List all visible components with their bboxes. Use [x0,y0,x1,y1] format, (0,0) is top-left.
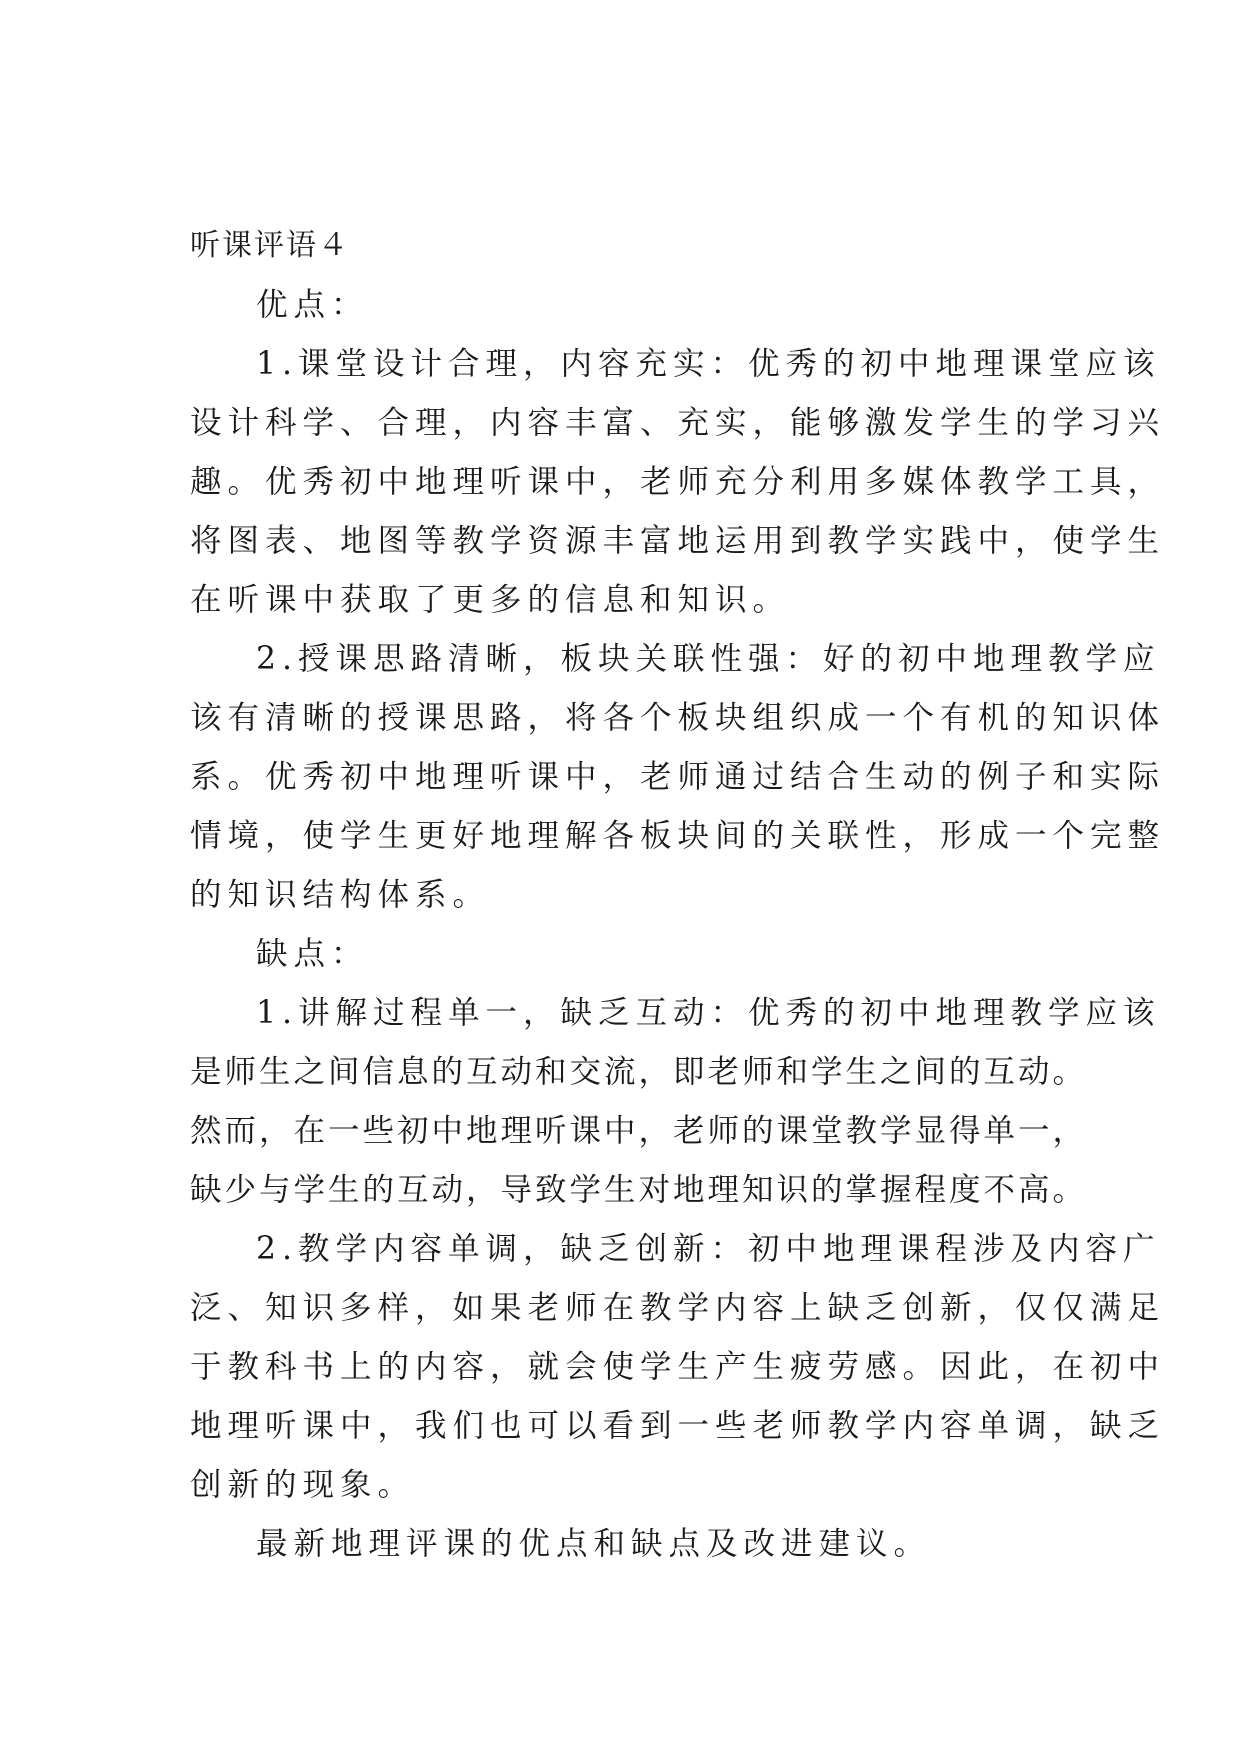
section-heading-disadvantages: 缺点： [256,936,369,972]
closing-line: 最新地理评课的优点和缺点及改进建议。 [256,1526,932,1562]
paragraph-line: 1.课堂设计合理，内容充实：优秀的初中地理课堂应该 [256,346,1161,382]
paragraph-line: 设计科学、合理，内容丰富、充实，能够激发学生的学习兴 [190,405,1166,441]
paragraph-line: 在听课中获取了更多的信息和知识。 [190,582,791,618]
paragraph-line: 于教科书上的内容，就会使学生产生疲劳感。因此，在初中 [190,1349,1166,1385]
paragraph-line: 创新的现象。 [190,1467,416,1503]
paragraph-line: 该有清晰的授课思路，将各个板块组织成一个有机的知识体 [190,700,1166,736]
paragraph-line: 情境，使学生更好地理解各板块间的关联性，形成一个完整 [190,818,1166,854]
paragraph-line: 系。优秀初中地理听课中，老师通过结合生动的例子和实际 [190,759,1166,795]
paragraph-line: 2.授课思路清晰，板块关联性强：好的初中地理教学应 [256,641,1161,677]
document-page [190,216,1166,1574]
paragraph-line: 缺少与学生的互动，导致学生对地理知识的掌握程度不高。 [190,1172,1088,1208]
paragraph-line: 2.教学内容单调，缺乏创新：初中地理课程涉及内容广 [256,1231,1161,1267]
paragraph-line: 将图表、地图等教学资源丰富地运用到教学实践中，使学生 [190,523,1166,559]
paragraph-line: 是师生之间信息的互动和交流，即老师和学生之间的互动。 [190,1054,1088,1090]
paragraph-line: 1.讲解过程单一，缺乏互动：优秀的初中地理教学应该 [256,995,1161,1031]
paragraph-line: 的知识结构体系。 [190,877,491,913]
paragraph-line: 地理听课中，我们也可以看到一些老师教学内容单调，缺乏 [190,1408,1166,1444]
paragraph-line: 泛、知识多样，如果老师在教学内容上缺乏创新，仅仅满足 [190,1290,1166,1326]
paragraph-line: 趣。优秀初中地理听课中，老师充分利用多媒体教学工具， [190,464,1166,500]
paragraph-line: 然而，在一些初中地理听课中，老师的课堂教学显得单一， [190,1113,1088,1149]
document-title: 听课评语４ [190,228,350,263]
section-heading-advantages: 优点： [256,287,369,323]
